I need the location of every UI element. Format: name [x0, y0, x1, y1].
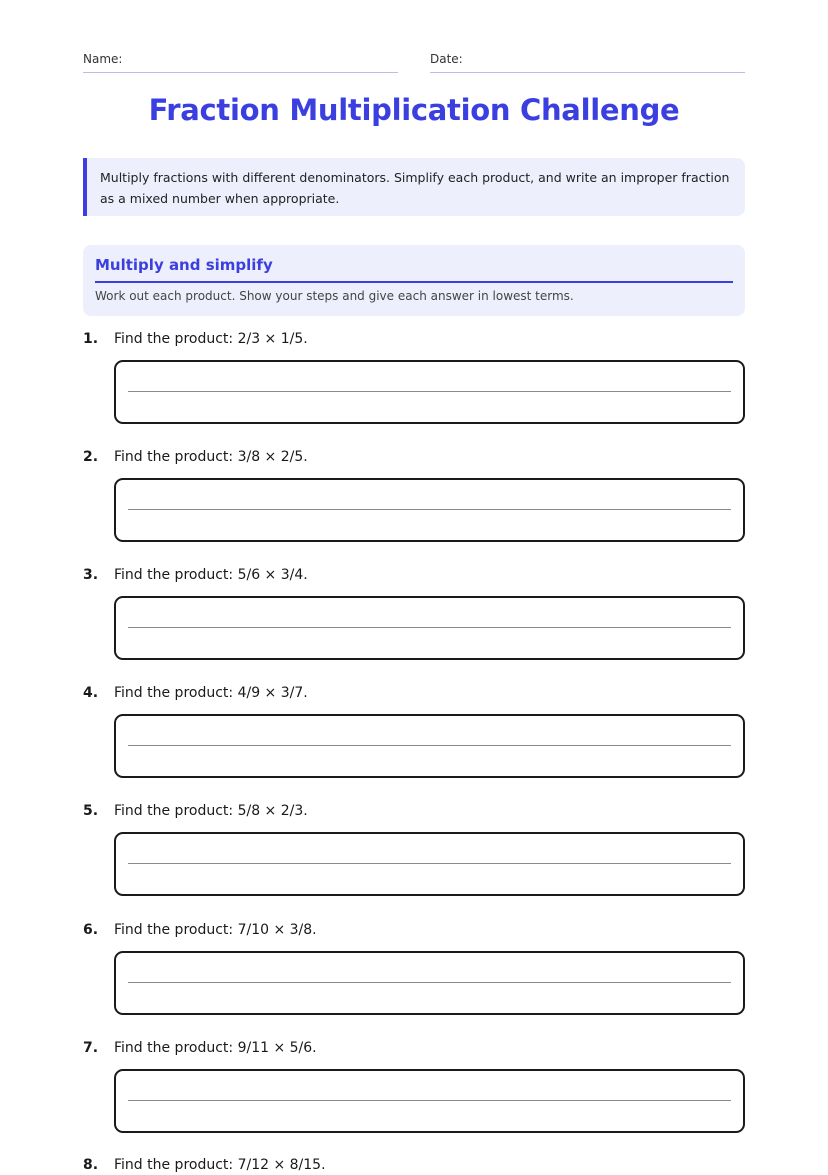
answer-box[interactable]: [114, 596, 745, 660]
question-1: [83, 329, 745, 349]
question-number: 8.: [83, 1157, 99, 1173]
answer-box[interactable]: [114, 714, 745, 778]
question-number: 5.: [83, 803, 99, 819]
question-number: 7.: [83, 1040, 99, 1056]
answer-box[interactable]: [114, 1069, 745, 1133]
answer-line: [128, 1100, 731, 1101]
question-number: 2.: [83, 449, 99, 465]
question-5: [83, 801, 745, 821]
instructions-box: [83, 158, 745, 216]
answer-line: [128, 627, 731, 628]
answer-box[interactable]: [114, 478, 745, 542]
question-7: [83, 1038, 745, 1058]
date-label: Date:: [430, 52, 463, 66]
question-number: 6.: [83, 922, 99, 938]
question-number: 1.: [83, 331, 99, 347]
question-text: Find the product: 3/8 × 2/5.: [114, 449, 308, 465]
answer-box[interactable]: [114, 360, 745, 424]
instructions-text: Multiply fractions with different denominators. Simplify each product, and write an improper fraction as a mixed number when appropriate.: [100, 170, 730, 206]
question-text: Find the product: 7/10 × 3/8.: [114, 922, 317, 938]
name-field[interactable]: [83, 52, 398, 73]
answer-box[interactable]: [114, 951, 745, 1015]
answer-line: [128, 982, 731, 983]
date-field[interactable]: [430, 52, 745, 73]
question-text: Find the product: 5/6 × 3/4.: [114, 567, 308, 583]
question-4: [83, 683, 745, 703]
question-text: Find the product: 5/8 × 2/3.: [114, 803, 308, 819]
answer-line: [128, 863, 731, 864]
page-title: Fraction Multiplication Challenge: [148, 93, 680, 127]
answer-box[interactable]: [114, 832, 745, 896]
question-8: [83, 1155, 745, 1175]
question-text: Find the product: 4/9 × 3/7.: [114, 685, 308, 701]
question-number: 4.: [83, 685, 99, 701]
question-text: Find the product: 7/12 × 8/15.: [114, 1157, 326, 1173]
question-number: 3.: [83, 567, 99, 583]
header-fields: [83, 52, 745, 74]
question-text: Find the product: 2/3 × 1/5.: [114, 331, 308, 347]
section-header: [83, 245, 745, 316]
question-6: [83, 920, 745, 940]
question-2: [83, 447, 745, 467]
name-label: Name:: [83, 52, 123, 66]
answer-line: [128, 745, 731, 746]
answer-line: [128, 509, 731, 510]
question-text: Find the product: 9/11 × 5/6.: [114, 1040, 317, 1056]
section-subtitle: Work out each product. Show your steps and give each answer in lowest terms.: [95, 289, 574, 303]
answer-line: [128, 391, 731, 392]
question-3: [83, 565, 745, 585]
section-title: Multiply and simplify: [95, 255, 733, 283]
